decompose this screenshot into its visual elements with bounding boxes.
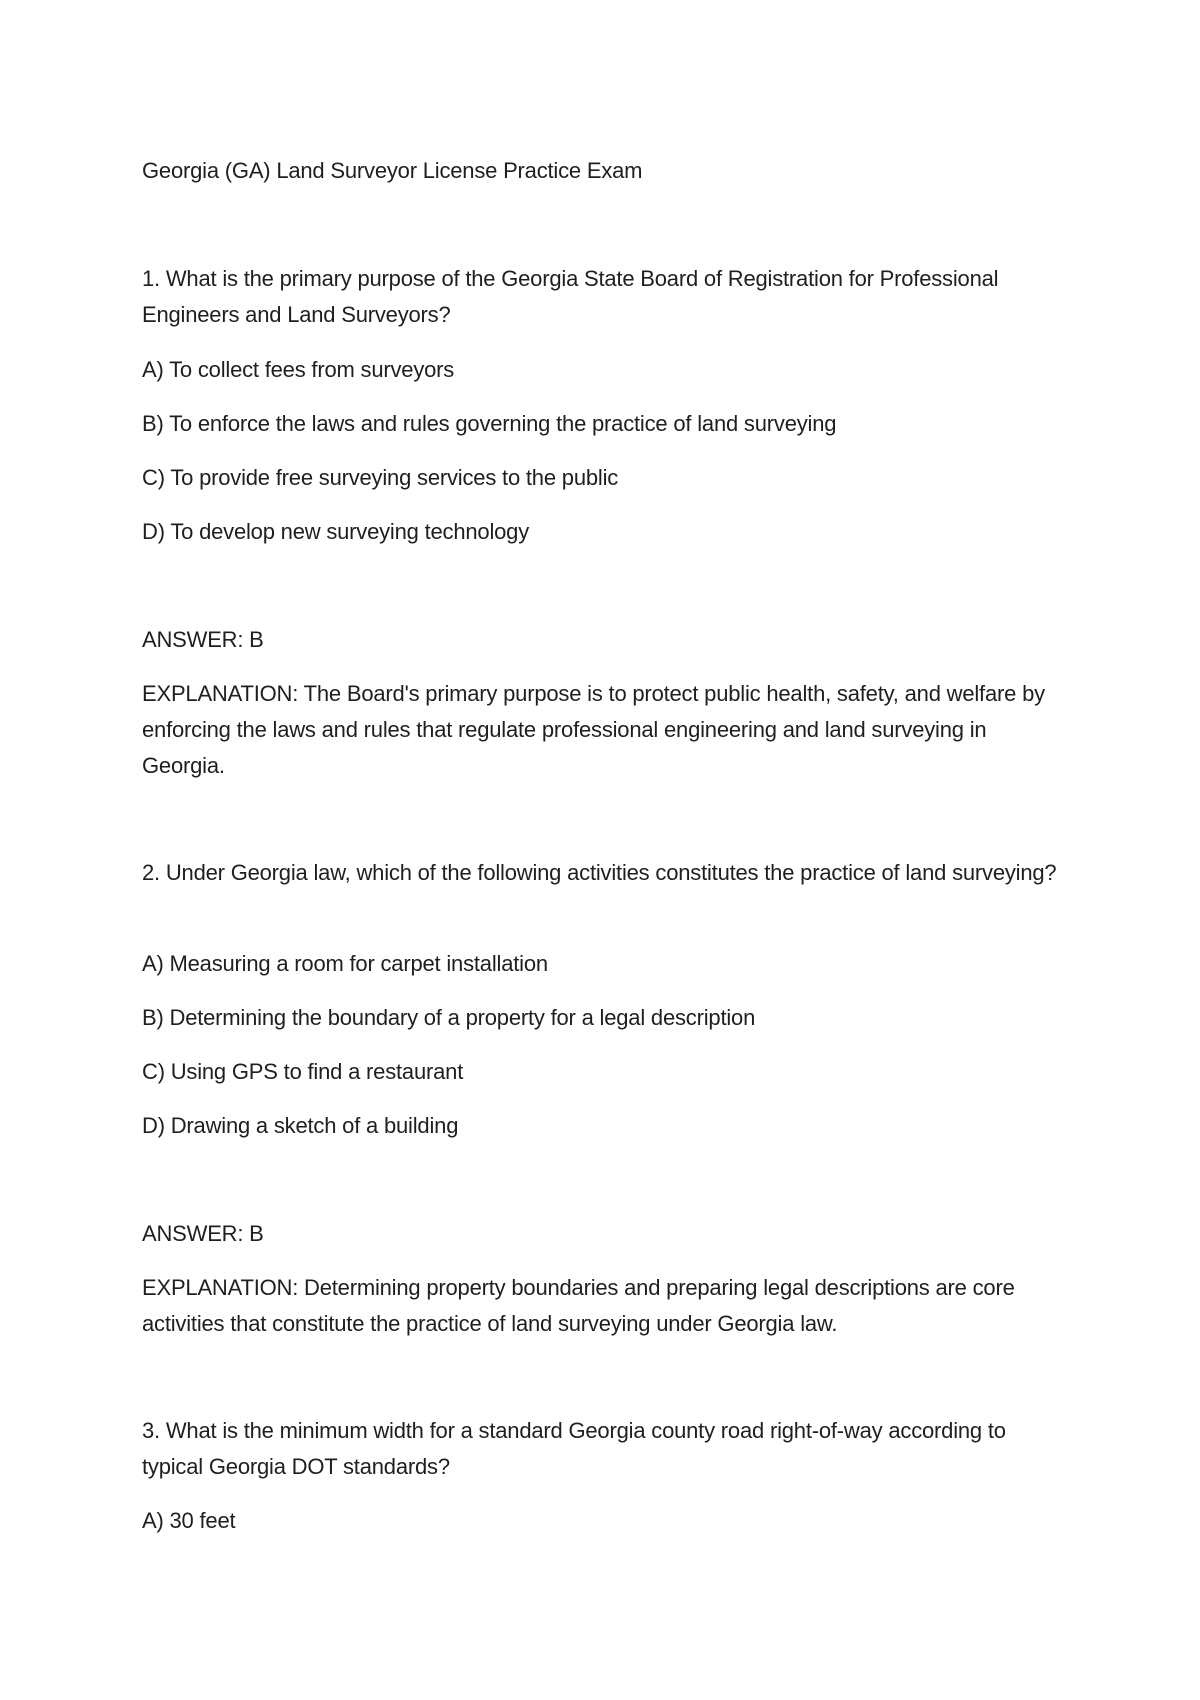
- question-2-text: 2. Under Georgia law, which of the following activities constitutes the practice of land surveying?: [142, 860, 1057, 885]
- question-1-option-a: A) To collect fees from surveyors: [142, 357, 455, 382]
- question-1-answer: ANSWER: B: [142, 627, 264, 652]
- question-2-option-a: A) Measuring a room for carpet installation: [142, 951, 548, 976]
- document-title: Georgia (GA) Land Surveyor License Practice Exam: [142, 158, 643, 183]
- question-3-text: 3. What is the minimum width for a standard Georgia county road right-of-way according to typical Georgia DOT standards?: [142, 1418, 1006, 1479]
- question-2-option-c: C) Using GPS to find a restaurant: [142, 1059, 464, 1084]
- question-2-explanation: EXPLANATION: Determining property boundaries and preparing legal descriptions are core activities that constitute the practice of land surveying under Georgia law.: [142, 1275, 1015, 1336]
- question-1-explanation: EXPLANATION: The Board's primary purpose is to protect public health, safety, and welfare by enforcing the laws and rules that regulate professional engineering and land surveying in Georgia.: [142, 681, 1045, 778]
- question-2-answer: ANSWER: B: [142, 1221, 264, 1246]
- question-2-option-d: D) Drawing a sketch of a building: [142, 1113, 459, 1138]
- question-1-option-c: C) To provide free surveying services to the public: [142, 465, 619, 490]
- question-2-option-b: B) Determining the boundary of a property for a legal description: [142, 1005, 756, 1030]
- question-3-option-a: A) 30 feet: [142, 1508, 236, 1533]
- question-1-option-d: D) To develop new surveying technology: [142, 519, 530, 544]
- question-1-option-b: B) To enforce the laws and rules governing the practice of land surveying: [142, 411, 837, 436]
- question-1-text: 1. What is the primary purpose of the Georgia State Board of Registration for Professional Engineers and Land Surveyors?: [142, 266, 999, 327]
